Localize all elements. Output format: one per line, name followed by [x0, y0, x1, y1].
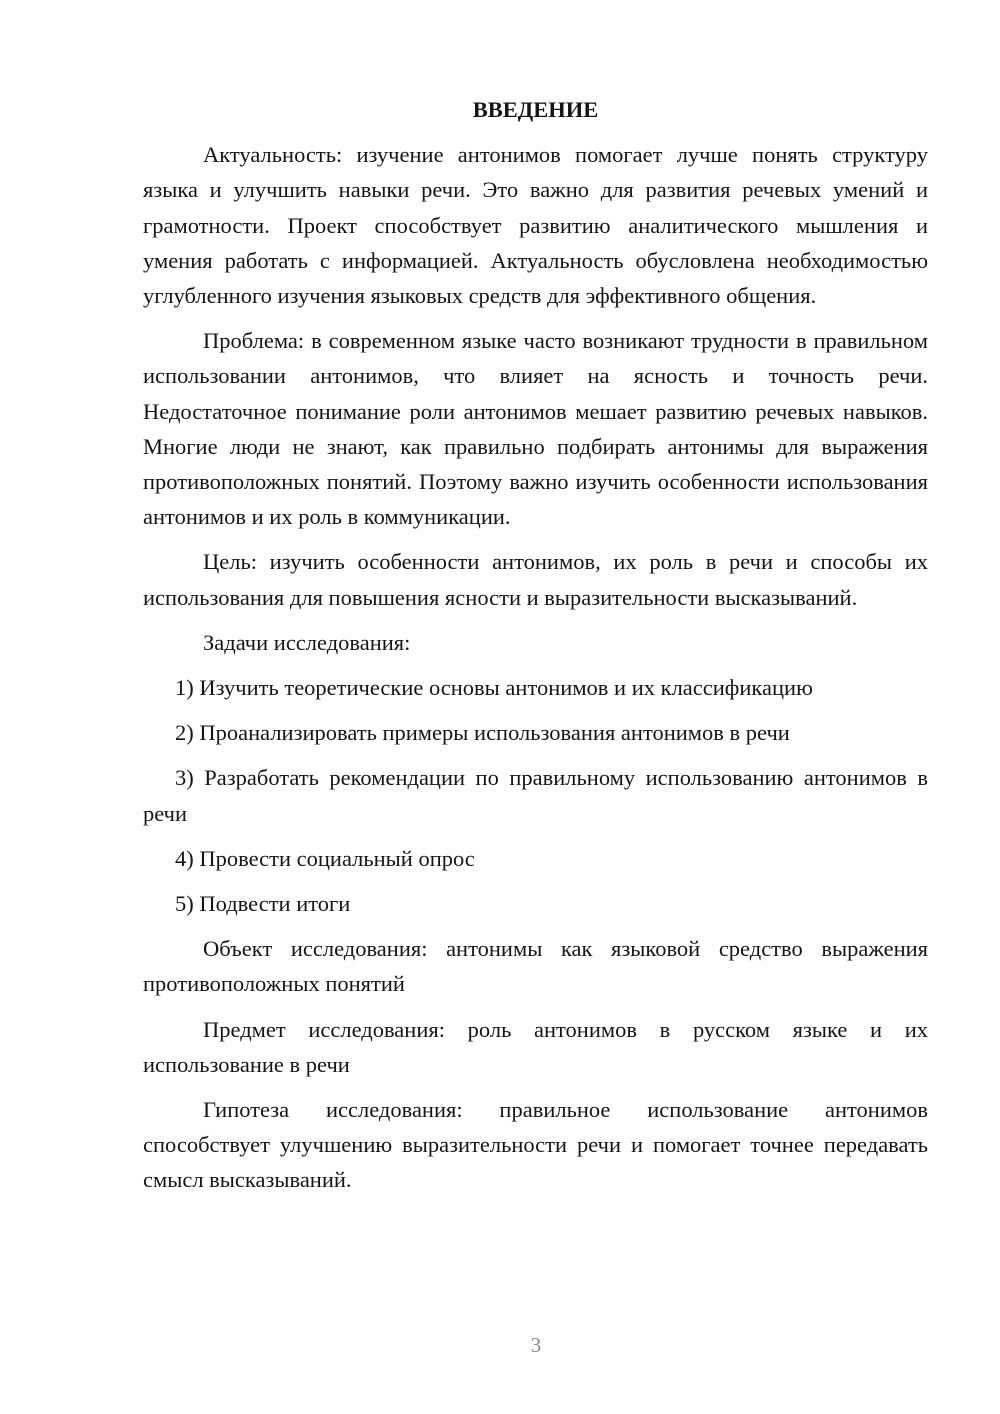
section-heading: ВВЕДЕНИЕ	[472, 97, 599, 122]
goal-paragraph: Цель: изучить особенности антонимов, их роль в речи и способы их использования для повышения ясности и выразительности высказываний.	[143, 549, 928, 610]
relevance-paragraph: Актуальность: изучение антонимов помогает лучше понять структуру языка и улучшить навыки речи. Это важно для развития речевых умений и грамотности. Проект способствует развитию аналитического мышления и умения работать с информацией. Актуальность обусловлена необходимостью углубленного изучения языковых средств для эффективного общения.	[143, 142, 928, 309]
hypothesis-paragraph: Гипотеза исследования: правильное использование антонимов способствует улучшению выразительности речи и помогает точнее передавать смысл высказываний.	[143, 1097, 928, 1193]
problem-paragraph: Проблема: в современном языке часто возникают трудности в правильном использовании антонимов, что влияет на ясность и точность речи. Недостаточное понимание роли антонимов мешает развитию речевых навыков. Многие люди не знают, как правильно подбирать антонимы для выражения противоположных понятий. Поэтому важно изучить особенности использования антонимов и их роль в коммуникации.	[143, 328, 928, 530]
task-item: 2) Проанализировать примеры использования антонимов в речи	[175, 720, 790, 746]
page-number: 3	[530, 1333, 542, 1357]
task-item: 1) Изучить теоретические основы антонимов и их классификацию	[175, 675, 813, 701]
subject-paragraph: Предмет исследования: роль антонимов в русском языке и их использование в речи	[143, 1016, 928, 1077]
tasks-heading: Задачи исследования:	[203, 629, 411, 655]
object-paragraph: Объект исследования: антонимы как языковой средство выражения противоположных понятий	[143, 936, 928, 997]
document-page	[143, 92, 928, 1208]
task-item: 4) Провести социальный опрос	[175, 845, 475, 871]
task-item: 5) Подвести итоги	[175, 891, 351, 917]
task-item: 3) Разработать рекомендации по правильному использованию антонимов в речи	[143, 765, 928, 826]
